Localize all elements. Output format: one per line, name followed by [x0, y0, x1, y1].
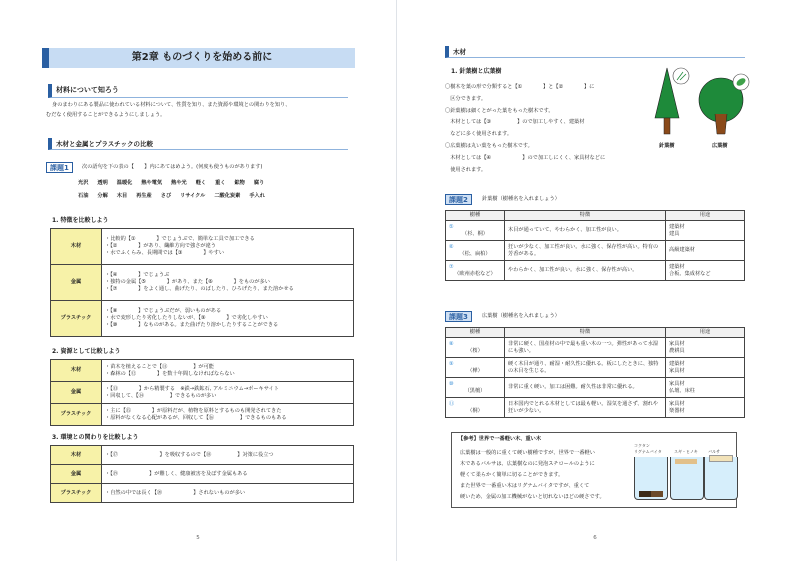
intro-line-2: むだなく使用することができるようにしましょう。	[46, 112, 166, 118]
cell-line: ・自然の中では長く【⑳ 】されないものが多い	[105, 489, 246, 496]
cell-line: ・【⑲ 】が難しく、健康被害を及ぼす金属もある	[105, 470, 248, 477]
word: 手入れ	[249, 193, 265, 199]
reference-body	[460, 448, 605, 503]
heading-compare-features: 1. 特徴を比較しよう	[52, 217, 109, 224]
word: 再生産	[136, 193, 152, 199]
page-number: 5	[196, 535, 200, 541]
cup-label-top: コクタン	[634, 443, 650, 448]
word: 熱や光	[171, 180, 187, 186]
broadleaf-table	[445, 327, 745, 418]
chapter-title: 第2章 ものづくりを始める前に	[42, 48, 355, 68]
word: 二酸化炭素	[214, 193, 241, 199]
row-label: プラスチック	[51, 301, 102, 337]
tree-description	[445, 82, 605, 176]
feature-cell: 非常に硬く、国産材の中で最も重い木の一つ。弾性があって水湿にも強い。	[505, 338, 666, 358]
use-line: 家具材	[669, 340, 685, 347]
cell-line: ・【② 】があり、繊維方向で強さが違う	[105, 243, 216, 249]
desc-line: 木材としては【③ 】ので加工しやすく、建築材	[445, 119, 585, 126]
word: 熱や電気	[141, 180, 163, 186]
conifer-table	[445, 210, 745, 281]
row-label: 金属	[51, 265, 102, 301]
conifer-trunk	[664, 118, 670, 134]
use-line: 建築材	[669, 263, 685, 270]
word: 透明	[97, 180, 108, 186]
species-name: （樺）	[467, 367, 483, 374]
species-name: （桐）	[467, 407, 483, 414]
species-name: （杉、桐）	[462, 230, 488, 237]
species-name: （黒檀）	[464, 387, 486, 394]
word: 軽く	[195, 180, 207, 186]
cell-line: ・【⑦ 】をよく通し、曲げたり、のばしたり、ひろげたり、また溶かせる	[105, 286, 294, 292]
word: 分解	[97, 193, 108, 199]
broadleaf-label: 広葉樹	[712, 143, 728, 149]
row-label: 金属	[51, 382, 102, 404]
row-label: プラスチック	[51, 404, 102, 426]
row-num: ⑧	[449, 340, 454, 347]
use-line: 農耕具	[669, 347, 685, 354]
word: 鉱物	[234, 180, 245, 186]
water-cup-medium	[670, 457, 704, 500]
ref-line: 硬いため、金属の加工機械がないと切れないほどの硬さです。	[460, 494, 605, 500]
use-line: 高級建築材	[669, 247, 695, 253]
page-number: 6	[593, 535, 597, 541]
cell-line: ・主に【⑮ 】が原料だが、植物を原料とするものも開発されてきた	[105, 407, 282, 414]
species-name: （桜）	[467, 347, 483, 354]
cell-line: ・【⑩ 】なものがある。また曲げたり溶かしたりすることができる	[105, 322, 279, 328]
desc-line: などに多く使用されます。	[445, 131, 513, 138]
water-cup-heavy	[634, 457, 668, 500]
reference-title: 【参考】世界で一番軽い木、重い木	[458, 436, 542, 442]
col-header: 用途	[666, 328, 745, 338]
desc-line: 〇広葉樹は丸い葉をもった樹木です。	[445, 142, 533, 149]
row-label: プラスチック	[51, 484, 102, 503]
task2-badge: 課題2	[445, 194, 472, 205]
col-header: 樹種	[446, 328, 505, 338]
word: 光沢	[78, 180, 89, 186]
cell-line: ・【⑧ 】でじょうぶだが、弱いものがある	[105, 308, 222, 314]
task2-text: 針葉樹（樹種名を入れましょう）	[482, 196, 560, 202]
task3-text: 広葉樹（樹種名を入れましょう）	[482, 313, 560, 319]
section-title: 材料について知ろう	[48, 84, 348, 98]
page-6	[397, 0, 792, 561]
cell-line: ・比較的【① 】でじょうぶで、簡単な工具で加工できる	[105, 236, 255, 242]
conifer-label: 針葉樹	[659, 143, 675, 149]
row-num: ⑥	[449, 243, 454, 250]
row-num: ⑩	[449, 380, 454, 387]
col-header: 特徴	[505, 328, 666, 338]
cell-line: ・【⑰ 】を吸収するので【⑱ 】対策に役立つ	[105, 451, 274, 458]
feature-cell: 狂いが少なく、加工性が良い。水に強く、保存性が高い。特有の芳香がある。	[505, 241, 666, 261]
word: 木目	[116, 193, 128, 199]
word: さび	[160, 193, 172, 199]
word: 腐り	[253, 180, 265, 186]
desc-line: 木材としては【④ 】ので加工しにくく、家具材などに	[445, 154, 606, 161]
sugi-block	[675, 459, 697, 464]
word: 石油	[78, 193, 89, 199]
use-line: 仏壇、床柱	[669, 387, 695, 394]
row-num: ⑤	[449, 223, 454, 230]
cell-line: ・苗木を植えることで【⑪ 】が可能	[105, 363, 214, 370]
feature-cell: やわらかく、加工性が良い。水に強く、保存性が高い。	[505, 261, 666, 281]
cell-line: ・森林の【⑫ 】を数十年間しなければならない	[105, 370, 235, 377]
use-line: 家具材	[669, 380, 685, 387]
cell-line: ・【④ 】でじょうぶ	[105, 272, 170, 278]
cell-line: ・【⑬ 】から精製する ※鉄→鉄鉱石, アルミニウム→ボーキサイト	[105, 385, 279, 392]
desc-line: 〇針葉樹は細くとがった葉をもった樹木です。	[445, 107, 554, 114]
desc-line: 使用されます。	[445, 166, 487, 173]
cell-line: ・水で変形したり劣化したりしないが、【⑨ 】で劣化しやすい	[105, 315, 268, 321]
ref-line: 木であるバルサは、広葉樹なのに発泡スチロールのように	[460, 461, 595, 467]
feature-cell: 日本国内でとれる木材としては最も軽い。湿気を通さず、割れや狂いが少ない。	[505, 398, 666, 418]
needle-leaf-icon	[673, 68, 689, 84]
cell-line: ・原料がなくなる心配があるが、回収して【⑯ 】できるものもある	[105, 414, 287, 421]
word-list-1	[78, 180, 273, 187]
use-line: 建具	[669, 230, 680, 237]
heading-compare-environment: 3. 環境との関わりを比較しよう	[52, 434, 139, 441]
col-header: 用途	[666, 211, 745, 221]
desc-line: 区分できます。	[445, 95, 487, 102]
row-num: ⑪	[449, 400, 455, 407]
heading-compare-resources: 2. 資源として比較しよう	[52, 348, 121, 355]
resources-table	[50, 359, 354, 426]
row-num: ⑨	[449, 360, 454, 367]
intro-line-1: 身のまわりにある製品に使われている材料について、性質を知り、また資源や環境との関わりを知り、	[52, 102, 291, 108]
word-list-2	[78, 193, 274, 200]
cup-label: リグナムバイタ	[634, 449, 662, 454]
cell-line: ・回収して、【⑭ 】できるものが多い	[105, 392, 217, 399]
tree-illustration	[653, 66, 753, 142]
desc-line: 〇樹木を葉の形で分類すると【① 】と【② 】に	[445, 84, 595, 90]
row-label: 金属	[51, 465, 102, 484]
water-cup-light	[704, 457, 738, 500]
row-label: 木材	[51, 229, 102, 265]
task1-badge: 課題1	[46, 162, 73, 173]
cell-line: ・水でふくらみ、長期間では【③ 】やすい	[105, 250, 225, 256]
cup-label: バルサ	[708, 449, 720, 454]
feature-cell: 木目が通っていて、やわらかく、加工性が良い。	[505, 221, 666, 241]
balsa-block	[709, 455, 733, 462]
cup-label: スギ・ヒノキ	[674, 449, 698, 454]
feature-cell: 非常に重く硬い。加工は困難。耐久性は非常に優れる。	[505, 378, 666, 398]
task1-text: 次の語句を下の表の【 】内にあてはめよう。(何度も使うものがあります)	[82, 164, 263, 170]
species-name: （欧州赤松など）	[454, 270, 496, 277]
use-line: 建築材	[669, 360, 685, 367]
heading-conifer-broadleaf: 1. 針葉樹と広葉樹	[451, 68, 502, 75]
section-title: 木材	[445, 46, 745, 58]
ref-line: 広葉樹は一般的に重くて硬い樹種ですが、世界で一番軽い	[460, 450, 595, 456]
species-name: （松、扁柏）	[459, 250, 491, 257]
use-line: 家具材	[669, 367, 685, 374]
use-line: 家具材	[669, 400, 685, 407]
row-num: ⑦	[449, 263, 454, 270]
ref-line: 軽くて柔らかく簡単に切ることができます。	[460, 472, 564, 478]
broadleaf-trunk	[715, 114, 727, 134]
use-line: 楽器材	[669, 407, 685, 414]
cell-line: ・独特の金属【⑤ 】があり、また【⑥ 】をものが多い	[105, 279, 270, 285]
feature-cell: 硬く木目が通り、耐湿・耐久性に優れる。板にしたときに、独特の木目を生じる。	[505, 358, 666, 378]
task3-badge: 課題3	[445, 311, 472, 322]
use-line: 建築材	[669, 223, 685, 230]
lignum-block	[651, 491, 663, 497]
word: 温暖化	[116, 180, 133, 186]
col-header: 特徴	[505, 211, 666, 221]
use-line: 合板、集成材など	[669, 270, 711, 277]
subsection-title: 木材と金属とプラスチックの比較	[48, 138, 348, 150]
col-header: 樹種	[446, 211, 505, 221]
word: リサイクル	[180, 193, 206, 199]
reference-box	[451, 432, 737, 508]
features-table	[50, 228, 354, 337]
word: 重く	[215, 180, 226, 186]
environment-table	[50, 445, 354, 503]
row-label: 木材	[51, 360, 102, 382]
row-label: 木材	[51, 446, 102, 465]
ref-line: また世界で一番重い木はリグナムバイタですが、重くて	[460, 483, 590, 489]
